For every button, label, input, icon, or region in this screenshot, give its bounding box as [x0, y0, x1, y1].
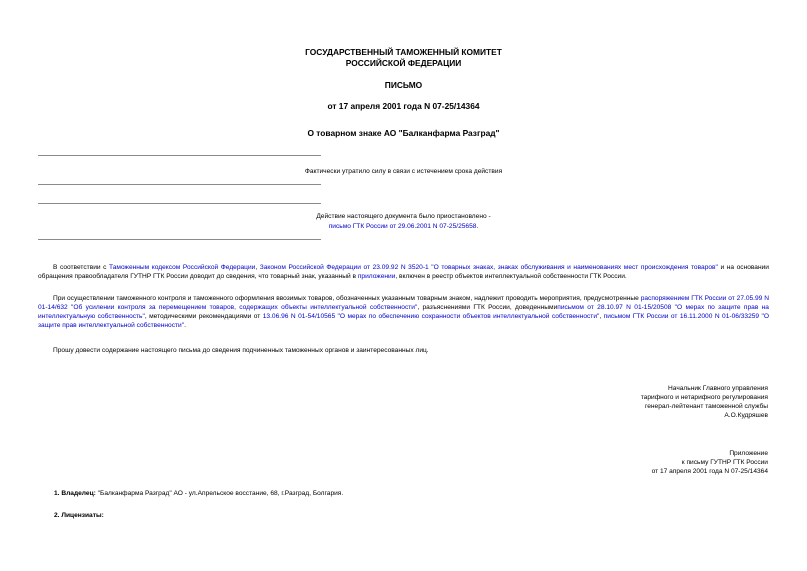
appendix-reference: к письму ГУТНР ГТК России	[681, 459, 768, 466]
paragraph-3: Прошу довести содержание настоящего письма до сведения подчиненных таможенных органов и заинтересованных лиц.	[53, 347, 429, 354]
divider	[38, 239, 321, 240]
licensees-item	[54, 511, 769, 520]
order-632-link[interactable]: распоряжением ГТК России от 27.05.99 N 01-14/632 "Об усилении контроля за перемещением товаров, содержащих объекты интеллектуальной собственности"	[38, 295, 769, 311]
suspended-note: Действие настоящего документа было приостановлено -	[316, 213, 491, 220]
letter-33259-link[interactable]: письмом ГТК России от 16.11.2000 N 01-06/33259 "О защите прав интеллектуальной собственности"	[38, 313, 769, 329]
org-name-line2: РОССИЙСКОЙ ФЕДЕРАЦИИ	[345, 58, 462, 68]
licensees-label: 2. Лицензиаты:	[54, 512, 104, 519]
appendix-title: Приложение	[729, 450, 768, 457]
trademark-law-link[interactable]: Законом Российской Федерации от 23.09.92 N 3520-1 "О товарных знаках, знаках обслуживания и наименованиях мест происхождения товаров"	[259, 264, 718, 271]
document-type: ПИСЬМО	[384, 80, 423, 90]
signature-title-1: Начальник Главного управления	[668, 385, 768, 392]
document-subject: О товарном знаке АО "Балканфарма Разград"	[307, 128, 500, 138]
divider	[38, 203, 321, 204]
recommendations-10565-link[interactable]: 13.06.96 N 01-54/10565 "О мерах по обеспечению сохранности объектов интеллектуальной собственности"	[262, 313, 600, 320]
customs-code-link[interactable]: Таможенным кодексом Российской Федерации	[109, 264, 256, 271]
org-name-line1: ГОСУДАРСТВЕННЫЙ ТАМОЖЕННЫЙ КОМИТЕТ	[305, 47, 502, 57]
invalid-status-note: Фактически утратило силу в связи с истечением срока действия	[304, 168, 503, 175]
appendix-block	[652, 449, 768, 476]
signatory-name: А.О.Кудряшев	[724, 412, 768, 419]
signature-title-2: тарифного и нетарифного регулирования	[640, 394, 768, 401]
signature-title-3: генерал-лейтенант таможенной службы	[644, 403, 768, 410]
owner-value: "Балканфарма Разград" АО - ул.Апрельское восстание, 68, г.Разград, Болгария.	[95, 490, 344, 497]
divider	[38, 155, 321, 156]
appendix-link[interactable]: приложении	[357, 273, 396, 280]
owner-item	[54, 489, 769, 498]
signature-block	[641, 384, 768, 420]
document-date-number: от 17 апреля 2001 года N 07-25/14364	[327, 101, 480, 111]
paragraph-2: При осуществлении таможенного контроля и таможенного оформления ввозимых товаров, обозначенных указанным товарным знаком, надлежит проводить мероприятия, предусмотренные распоряжением ГТК России от 27.05.99 N 01-14/632 "Об усилении контроля за перемещением товаров, содержащих объекты интеллектуальной собственности", разъяснениями ГТК России, доведеннымиписьмом от 28.10.97 N 01-15/20508 "О мерах по защите прав на интеллектуальную собственность", методическими рекомендациями от 13.06.96 N 01-54/10565 "О мерах по обеспечению сохранности объектов интеллектуальной собственности", письмом ГТК России от 16.11.2000 N 01-06/33259 "О защите прав интеллектуальной собственности".	[38, 295, 769, 329]
owner-label: 1. Владелец:	[54, 490, 96, 497]
suspended-reference: письмо ГТК России от 29.06.2001 N 07-25/25658.	[328, 223, 479, 230]
divider	[38, 184, 321, 185]
letter-20508-link[interactable]: письмом от 28.10.97 N 01-15/20508 "О мерах по защите прав на интеллектуальную собственность"	[38, 304, 769, 320]
appendix-date: от 17 апреля 2001 года N 07-25/14364	[651, 468, 768, 475]
paragraph-1: В соответствии с Таможенным кодексом Российской Федерации, Законом Российской Федерации от 23.09.92 N 3520-1 "О товарных знаках, знаках обслуживания и наименованиях мест происхождения товаров" и на основании обращения правообладателя ГУТНР ГТК России доводит до сведения, что товарный знак, указанный в приложении, включен в реестр объектов интеллектуальной собственности ГТК России.	[38, 264, 769, 280]
suspended-link[interactable]: письмо ГТК России от 29.06.2001 N 07-25/25658	[328, 223, 477, 230]
